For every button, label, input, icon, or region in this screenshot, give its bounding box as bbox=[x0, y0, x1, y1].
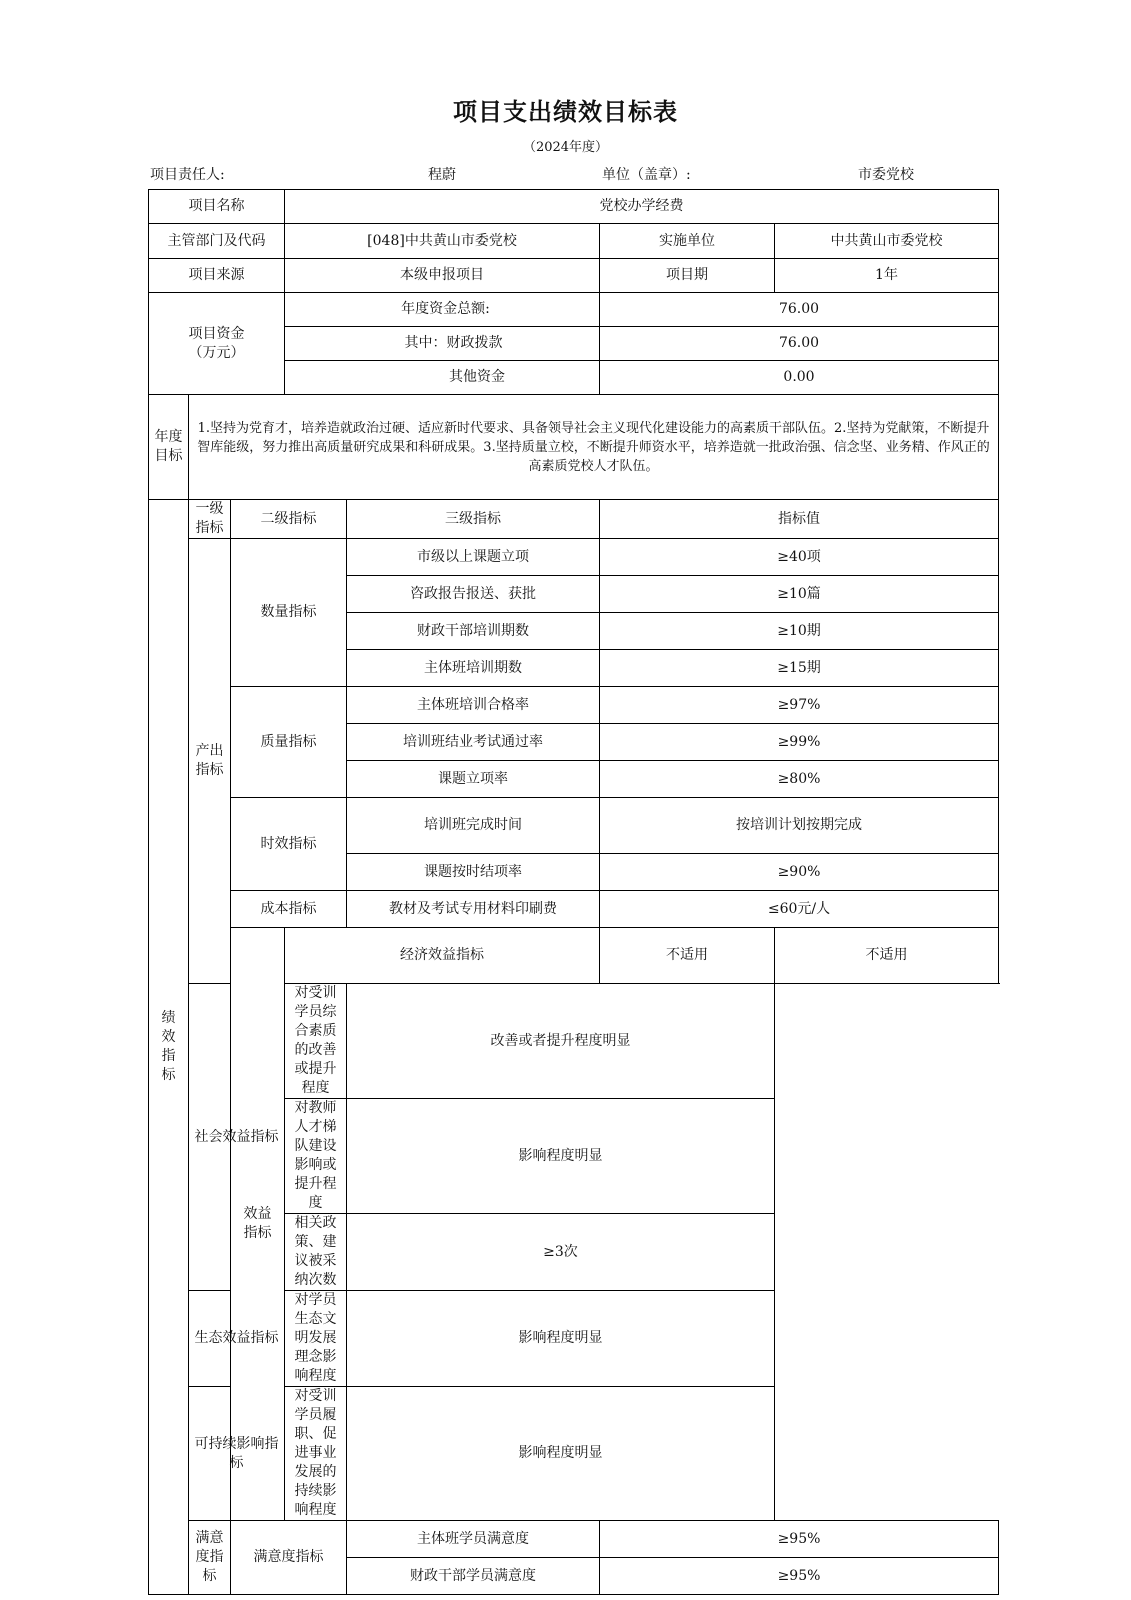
indicator-value: ≥40项 bbox=[600, 539, 999, 576]
unit-label: 单位（盖章）: bbox=[602, 167, 691, 183]
period-value: 1年 bbox=[775, 259, 999, 293]
page-subtitle: （2024年度） bbox=[522, 140, 609, 155]
social-label: 社会效益指标 bbox=[189, 984, 285, 1291]
funds-other-label: 其他资金 bbox=[285, 361, 600, 395]
indicator-name: 课题按时结项率 bbox=[347, 854, 600, 891]
table-row bbox=[149, 798, 999, 854]
indicator-value: ≤60元/人 bbox=[600, 891, 999, 928]
indicator-value: 改善或者提升程度明显 bbox=[347, 984, 775, 1099]
dept-label: 主管部门及代码 bbox=[149, 224, 285, 259]
dept-value: [048]中共黄山市委党校 bbox=[285, 224, 600, 259]
header-value: 指标值 bbox=[600, 500, 999, 539]
indicator-value: ≥15期 bbox=[600, 650, 999, 687]
table-row bbox=[149, 539, 999, 576]
impl-unit-label: 实施单位 bbox=[600, 224, 775, 259]
header-level3: 三级指标 bbox=[347, 500, 600, 539]
indicator-name: 主体班培训期数 bbox=[347, 650, 600, 687]
table-row bbox=[149, 1387, 999, 1521]
table-row bbox=[149, 984, 999, 1099]
funds-fiscal-value: 76.00 bbox=[600, 327, 999, 361]
funds-fiscal-label: 其中：财政拨款 bbox=[285, 327, 600, 361]
funds-total-value: 76.00 bbox=[600, 293, 999, 327]
indicator-name: 咨政报告报送、获批 bbox=[347, 576, 600, 613]
source-label: 项目来源 bbox=[149, 259, 285, 293]
table-row bbox=[149, 687, 999, 724]
sustainable-label: 可持续影响指标 bbox=[189, 1387, 285, 1521]
funds-total-label: 年度资金总额: bbox=[285, 293, 600, 327]
indicator-value: ≥95% bbox=[600, 1521, 999, 1558]
indicator-value: 按培训计划按期完成 bbox=[600, 798, 999, 854]
period-label: 项目期 bbox=[600, 259, 775, 293]
project-name-value: 党校办学经费 bbox=[285, 190, 999, 224]
benefit-label: 效益指标 bbox=[231, 928, 285, 1521]
indicator-value: ≥10期 bbox=[600, 613, 999, 650]
impl-unit-value: 中共黄山市委党校 bbox=[775, 224, 999, 259]
row-funds-total bbox=[149, 293, 999, 327]
indicator-name: 相关政策、建议被采纳次数 bbox=[285, 1214, 347, 1291]
responsible-label: 项目责任人: bbox=[150, 167, 225, 183]
indicator-name: 财政干部培训期数 bbox=[347, 613, 600, 650]
funds-label-line1: 项目资金 bbox=[188, 325, 245, 342]
indicator-value: ≥99% bbox=[600, 724, 999, 761]
row-source bbox=[149, 259, 999, 293]
indicator-value: ≥97% bbox=[600, 687, 999, 724]
indicator-name: 对受训学员履职、促进事业发展的持续影响程度 bbox=[285, 1387, 347, 1521]
perf-label: 绩效指标 bbox=[149, 500, 189, 1595]
indicator-name: 对受训学员综合素质的改善或提升程度 bbox=[285, 984, 347, 1099]
row-project-name bbox=[149, 190, 999, 224]
page-title: 项目支出绩效目标表 bbox=[453, 98, 678, 126]
indicator-value: ≥10篇 bbox=[600, 576, 999, 613]
performance-target-table bbox=[148, 189, 999, 1595]
indicator-value: ≥95% bbox=[600, 1558, 999, 1595]
header-level1: 一级指标 bbox=[189, 500, 231, 539]
indicator-name: 主体班培训合格率 bbox=[347, 687, 600, 724]
indicator-value: 影响程度明显 bbox=[347, 1291, 775, 1387]
indicator-name: 不适用 bbox=[600, 928, 775, 984]
cost-label: 成本指标 bbox=[231, 891, 347, 928]
indicator-value: 影响程度明显 bbox=[347, 1099, 775, 1214]
timeliness-label: 时效指标 bbox=[231, 798, 347, 891]
indicator-name: 主体班学员满意度 bbox=[347, 1521, 600, 1558]
quality-label: 质量指标 bbox=[231, 687, 347, 798]
quantity-label: 数量指标 bbox=[231, 539, 347, 687]
economic-label: 经济效益指标 bbox=[285, 928, 600, 984]
indicator-name: 对教师人才梯队建设影响或提升程度 bbox=[285, 1099, 347, 1214]
row-dept bbox=[149, 224, 999, 259]
output-label: 产出指标 bbox=[189, 539, 231, 984]
satisfaction-level1-label: 满意度指标 bbox=[189, 1521, 231, 1595]
table-row bbox=[149, 891, 999, 928]
source-value: 本级申报项目 bbox=[285, 259, 600, 293]
row-perf-headers bbox=[149, 500, 999, 539]
project-name-label: 项目名称 bbox=[149, 190, 285, 224]
indicator-name: 市级以上课题立项 bbox=[347, 539, 600, 576]
indicator-name: 财政干部学员满意度 bbox=[347, 1558, 600, 1595]
funds-label-line2: （万元） bbox=[188, 344, 245, 361]
indicator-name: 对学员生态文明发展理念影响程度 bbox=[285, 1291, 347, 1387]
table-row bbox=[149, 928, 999, 984]
indicator-name: 培训班完成时间 bbox=[347, 798, 600, 854]
indicator-value: 影响程度明显 bbox=[347, 1387, 775, 1521]
responsible-value: 程蔚 bbox=[428, 167, 456, 183]
indicator-value: ≥90% bbox=[600, 854, 999, 891]
unit-value: 市委党校 bbox=[858, 167, 914, 183]
annual-goal-label: 年度目标 bbox=[149, 395, 189, 500]
indicator-value: ≥80% bbox=[600, 761, 999, 798]
indicator-name: 课题立项率 bbox=[347, 761, 600, 798]
funds-other-value: 0.00 bbox=[600, 361, 999, 395]
header-level2: 二级指标 bbox=[231, 500, 347, 539]
ecological-label: 生态效益指标 bbox=[189, 1291, 285, 1387]
indicator-value: 不适用 bbox=[775, 928, 999, 984]
indicator-name: 培训班结业考试通过率 bbox=[347, 724, 600, 761]
annual-goal-text: 1.坚持为党育才，培养造就政治过硬、适应新时代要求、具备领导社会主义现代化建设能力的高素质干部队伍。2.坚持为党献策，不断提升智库能级，努力推出高质量研究成果和科研成果。3.坚持质量立校，不断提升师资水平，培养造就一批政治强、信念坚、业务精、作风正的高素质党校人才队伍。 bbox=[189, 395, 999, 500]
indicator-value: ≥3次 bbox=[347, 1214, 775, 1291]
funds-label bbox=[149, 293, 285, 395]
table-row bbox=[149, 1291, 999, 1387]
indicator-name: 教材及考试专用材料印刷费 bbox=[347, 891, 600, 928]
satisfaction-label: 满意度指标 bbox=[231, 1521, 347, 1595]
row-annual-goal bbox=[149, 395, 999, 500]
table-row bbox=[149, 1521, 999, 1558]
